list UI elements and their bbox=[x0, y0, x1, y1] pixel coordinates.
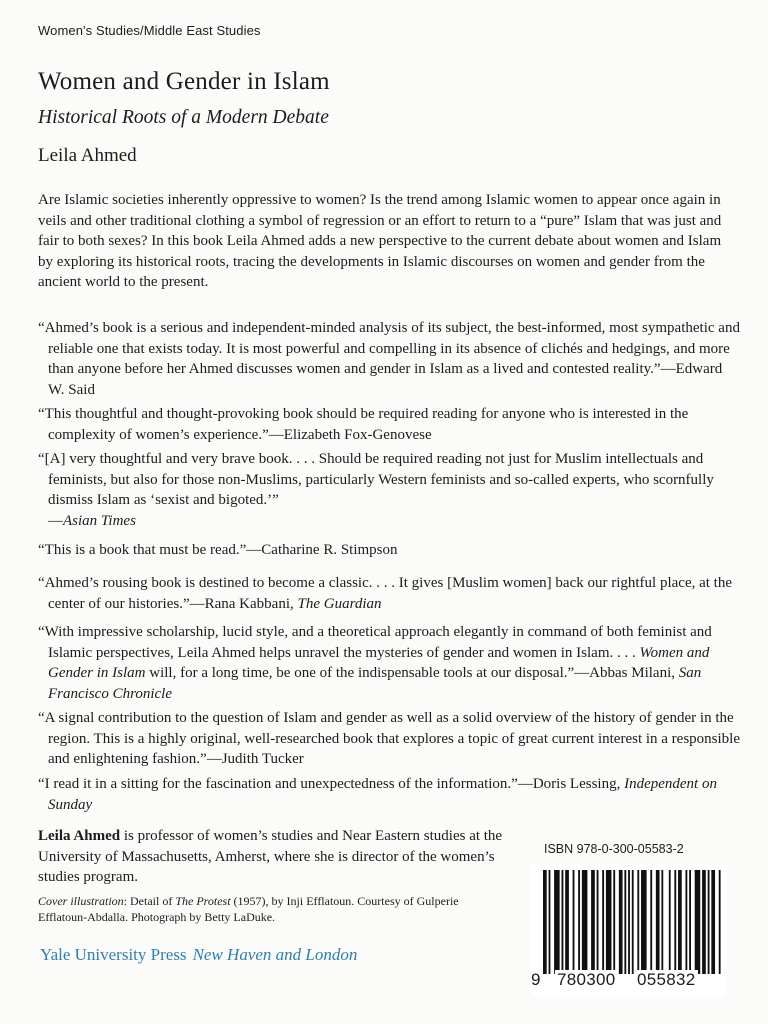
quote-text: “This thoughtful and thought-provoking book should be required reading for anyone who is interested in the complexity of women’s experience.”—Elizabeth Fox-Genovese bbox=[38, 406, 689, 443]
author-bio-name: Leila Ahmed bbox=[38, 828, 121, 844]
quote-source: Asian Times bbox=[63, 512, 136, 529]
barcode-digits-left: 780300 bbox=[557, 970, 616, 989]
review-quote bbox=[38, 573, 740, 614]
quote-title-reference: Women and Gender in Islam bbox=[48, 644, 710, 681]
cover-credit bbox=[38, 893, 498, 925]
author-bio bbox=[38, 826, 508, 888]
quote-text: will, for a long time, be one of the indispensable tools at our disposal.”—Abbas Milani, bbox=[145, 665, 679, 681]
quote-source: San Francisco Chronicle bbox=[48, 665, 702, 702]
publisher-imprint bbox=[40, 945, 357, 965]
review-quote bbox=[38, 540, 740, 561]
isbn-barcode bbox=[531, 864, 726, 996]
cover-credit-text: (1957), by Inji Efflatoun. Courtesy of Gulperie Efflatoun-Abdalla. Photograph by Betty LaDuke. bbox=[38, 894, 459, 924]
quote-text: “[A] very thoughtful and very brave book. . . . Should be required reading not just for Muslim intellectuals and feminists, but also for those non-Muslims, particularly Western feminists and so-called experts, who scornfully dismiss Islam as ‘sexist and bigoted.’” bbox=[38, 451, 714, 508]
quote-text: “Ahmed’s book is a serious and independent-minded analysis of its subject, the best-informed, most sympathetic and reliable one that exists today. It is most powerful and compelling in its absence of clichés and hedgings, and more than anyone before her Ahmed discusses women and gender in Islam as a lived and contested reality.”—Edward W. Said bbox=[38, 320, 740, 398]
quote-text: “This is a book that must be read.”—Catharine R. Stimpson bbox=[38, 542, 398, 558]
cover-credit-text: : Detail of bbox=[123, 894, 176, 908]
review-quote bbox=[38, 774, 740, 815]
quote-text: “With impressive scholarship, lucid style, and a theoretical approach elegantly in command of both feminist and Islamic perspectives, Leila Ahmed helps unravel the mysteries of gender and women in Islam. . . . bbox=[38, 624, 712, 661]
book-subtitle: Historical Roots of a Modern Debate bbox=[38, 107, 329, 128]
quote-source: The Guardian bbox=[297, 595, 382, 612]
quote-text: “A signal contribution to the question of Islam and gender as well as a solid overview of the history of gender in the region. This is a highly original, well-researched book that explores a topic of great current interest in a responsible and enlightening fashion.”—Judith Tucker bbox=[38, 710, 741, 767]
barcode-digits-right: 055832 bbox=[637, 970, 696, 989]
barcode-digits bbox=[531, 970, 726, 992]
review-quote bbox=[38, 404, 740, 445]
review-quote bbox=[38, 318, 740, 400]
quote-text: “I read it in a sitting for the fascination and unexpectedness of the information.”—Doris Lessing, bbox=[38, 776, 625, 792]
book-description: Are Islamic societies inherently oppressive to women? Is the trend among Islamic women to appear once again in veils and other traditional clothing a symbol of regression or an effort to return to a “pure” Islam that was just and fair to both sexes? In this book Leila Ahmed adds a new perspective to the current debate about women and Islam by exploring its historical roots, tracing the developments in Islamic discourses on women and gender from the ancient world to the present. bbox=[38, 192, 722, 290]
quote-source: Independent on Sunday bbox=[48, 776, 717, 813]
publisher-name: Yale University Press bbox=[40, 945, 187, 964]
publisher-place: New Haven and London bbox=[192, 945, 358, 964]
category-label: Women's Studies/Middle East Studies bbox=[38, 23, 261, 38]
book-author: Leila Ahmed bbox=[38, 145, 137, 166]
cover-credit-work: The Protest bbox=[175, 894, 231, 908]
isbn-label: ISBN 978-0-300-05583-2 bbox=[544, 842, 684, 856]
author-bio-text: is professor of women’s studies and Near Eastern studies at the University of Massachusetts, Amherst, where she is director of the women’s studies program. bbox=[38, 828, 503, 885]
review-quote bbox=[38, 622, 740, 704]
barcode-bars bbox=[531, 864, 726, 976]
review-quote bbox=[38, 708, 740, 770]
quote-attribution-prefix: — bbox=[48, 512, 63, 529]
book-title: Women and Gender in Islam bbox=[38, 68, 330, 95]
quote-text: “Ahmed’s rousing book is destined to become a classic. . . . It gives [Muslim women] back our rightful place, at the center of our histories.”—Rana Kabbani, bbox=[38, 575, 733, 612]
cover-credit-label: Cover illustration bbox=[38, 894, 124, 908]
review-quote bbox=[38, 449, 740, 531]
barcode-digit-first: 9 bbox=[531, 970, 541, 989]
